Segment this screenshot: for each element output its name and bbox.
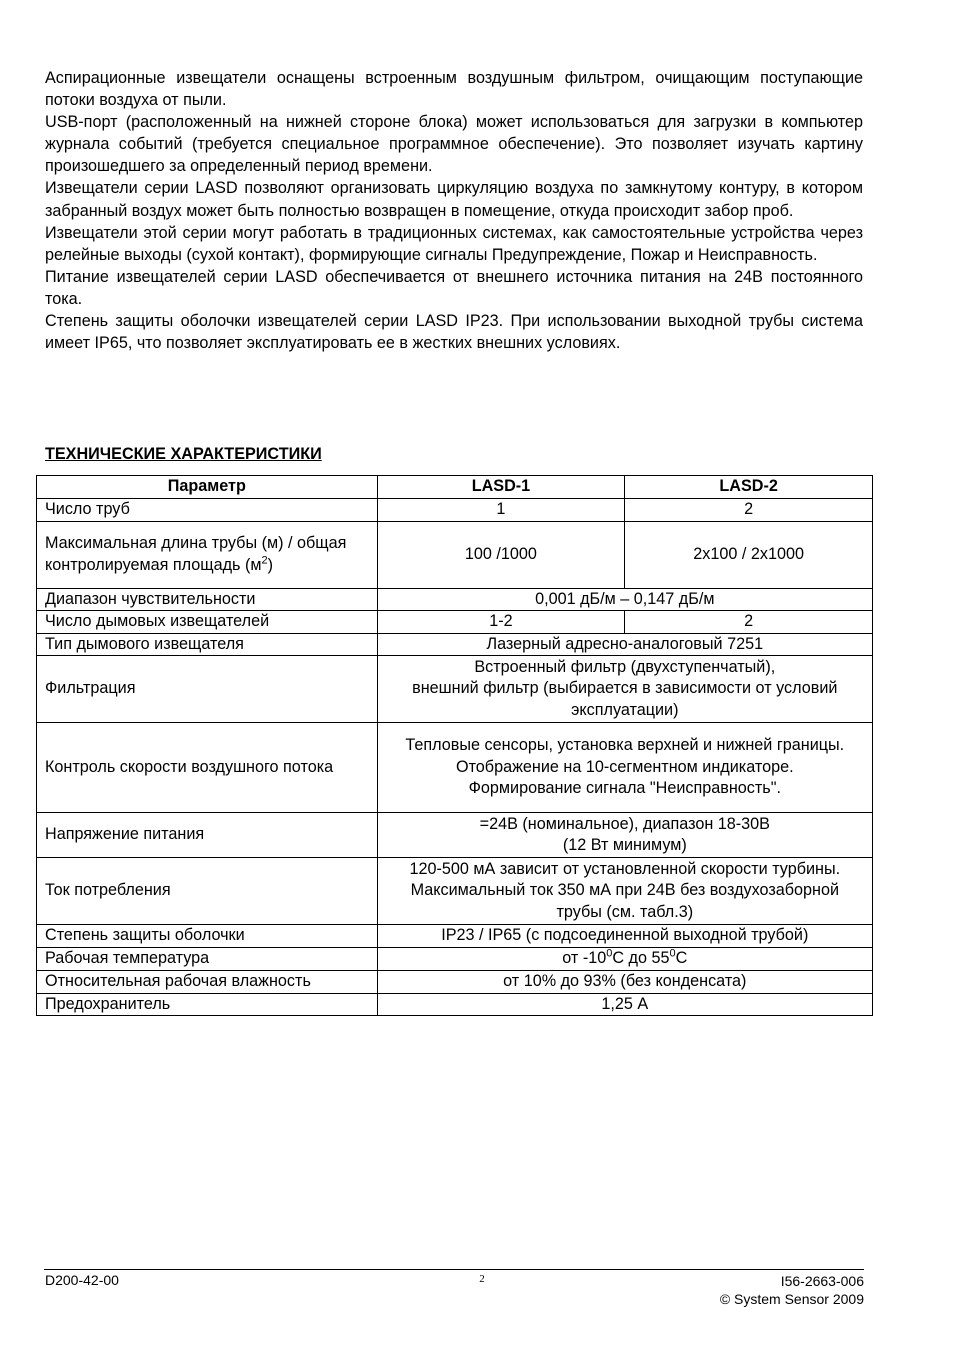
value-cell: Тепловые сенсоры, установка верхней и нижней границы. Отображение на 10-сегментном индикаторе. Формирование сигнала "Неисправность". — [377, 723, 872, 813]
temp-text: С — [675, 948, 688, 967]
table-header-row — [37, 476, 873, 499]
param-cell: Число труб — [37, 499, 378, 522]
document-code: D200-42-00 — [45, 1272, 119, 1288]
param-cell: Напряжение питания — [37, 813, 378, 858]
value-cell: IP23 / IP65 (с подсоединенной выходной трубой) — [377, 925, 872, 948]
param-cell: Предохранитель — [37, 993, 378, 1016]
value-cell: 100 /1000 — [377, 521, 625, 588]
value-cell: 0,001 дБ/м – 0,147 дБ/м — [377, 588, 872, 611]
superscript: 0 — [606, 947, 613, 960]
table-row — [37, 499, 873, 522]
footer-right — [720, 1272, 864, 1308]
param-cell: Рабочая температура — [37, 947, 378, 970]
paragraph: Извещатели серии LASD позволяют организовать циркуляцию воздуха по замкнутому контуру, в котором забранный воздух может быть полностью возвращен в помещение, откуда происходит забор проб. — [45, 179, 863, 220]
param-cell: Число дымовых извещателей — [37, 611, 378, 634]
param-cell: Контроль скорости воздушного потока — [37, 723, 378, 813]
table-row — [37, 521, 873, 588]
specs-table — [36, 475, 873, 1016]
header-parameter: Параметр — [37, 476, 378, 499]
value-cell: 2 — [625, 611, 873, 634]
section-heading: ТЕХНИЧЕСКИЕ ХАРАКТЕРИСТИКИ — [45, 445, 322, 463]
param-cell: Ток потребления — [37, 858, 378, 925]
temp-text: С до 55 — [612, 948, 670, 967]
table-row — [37, 633, 873, 656]
table-row — [37, 656, 873, 723]
paragraph: Степень защиты оболочки извещателей серии LASD IP23. При использовании выходной трубы система имеет IP65, что позволяет эксплуатировать ее в жестких внешних условиях. — [45, 312, 863, 353]
copyright: © System Sensor 2009 — [719, 1291, 864, 1307]
table-row — [37, 588, 873, 611]
param-cell: Фильтрация — [37, 656, 378, 723]
paragraph: USB-порт (расположенный на нижней стороне блока) может использоваться для загрузки в компьютер журнала событий (требуется специальное программное обеспечение). Это позволяет изучать картину произошедшего за определенный период времени. — [45, 113, 863, 176]
param-cell: Тип дымового извещателя — [37, 633, 378, 656]
value-cell: 120-500 мА зависит от установленной скорости турбины. Максимальный ток 350 мА при 24В без воздухозаборной трубы (см. табл.3) — [377, 858, 872, 925]
intro-text — [45, 67, 863, 354]
table-row — [37, 723, 873, 813]
paragraph: Питание извещателей серии LASD обеспечивается от внешнего источника питания на 24В постоянного тока. — [45, 267, 863, 308]
header-lasd1: LASD-1 — [377, 476, 625, 499]
footer-divider — [44, 1269, 864, 1270]
value-cell: =24В (номинальное), диапазон 18-30В (12 Вт минимум) — [377, 813, 872, 858]
temp-text: от -10 — [562, 948, 607, 967]
value-cell: Лазерный адресно-аналоговый 7251 — [377, 633, 872, 656]
value-cell: от 10% до 93% (без конденсата) — [377, 970, 872, 993]
value-cell: 1 — [377, 499, 625, 522]
paragraph: Извещатели этой серии могут работать в традиционных системах, как самостоятельные устройства через релейные выходы (сухой контакт), формирующие сигналы Предупреждение, Пожар и Неисправность. — [45, 223, 863, 264]
superscript: 0 — [669, 947, 676, 960]
value-cell: 2x100 / 2x1000 — [625, 521, 873, 588]
header-lasd2: LASD-2 — [625, 476, 873, 499]
table-row — [37, 813, 873, 858]
superscript: 2 — [261, 554, 268, 567]
value-cell: 2 — [625, 499, 873, 522]
table-row — [37, 993, 873, 1016]
table-row — [37, 947, 873, 970]
table-row — [37, 970, 873, 993]
document-number: I56-2663-006 — [780, 1273, 864, 1289]
page-number: 2 — [479, 1273, 485, 1285]
param-cell: Степень защиты оболочки — [37, 925, 378, 948]
value-cell: Встроенный фильтр (двухступенчатый), внешний фильтр (выбирается в зависимости от условий эксплуатации) — [377, 656, 872, 723]
table-row — [37, 858, 873, 925]
value-cell: 1,25 А — [377, 993, 872, 1016]
paragraph: Аспирационные извещатели оснащены встроенным воздушным фильтром, очищающим поступающие потоки воздуха от пыли. — [45, 69, 863, 110]
param-cell: Диапазон чувствительности — [37, 588, 378, 611]
value-cell: 1-2 — [377, 611, 625, 634]
param-cell: Относительная рабочая влажность — [37, 970, 378, 993]
value-cell — [377, 947, 872, 970]
table-row — [37, 611, 873, 634]
table-row — [37, 925, 873, 948]
param-text: Максимальная длина трубы (м) / общая контролируемая площадь (м — [45, 534, 347, 574]
param-cell — [37, 521, 378, 588]
param-text: ) — [267, 555, 274, 574]
